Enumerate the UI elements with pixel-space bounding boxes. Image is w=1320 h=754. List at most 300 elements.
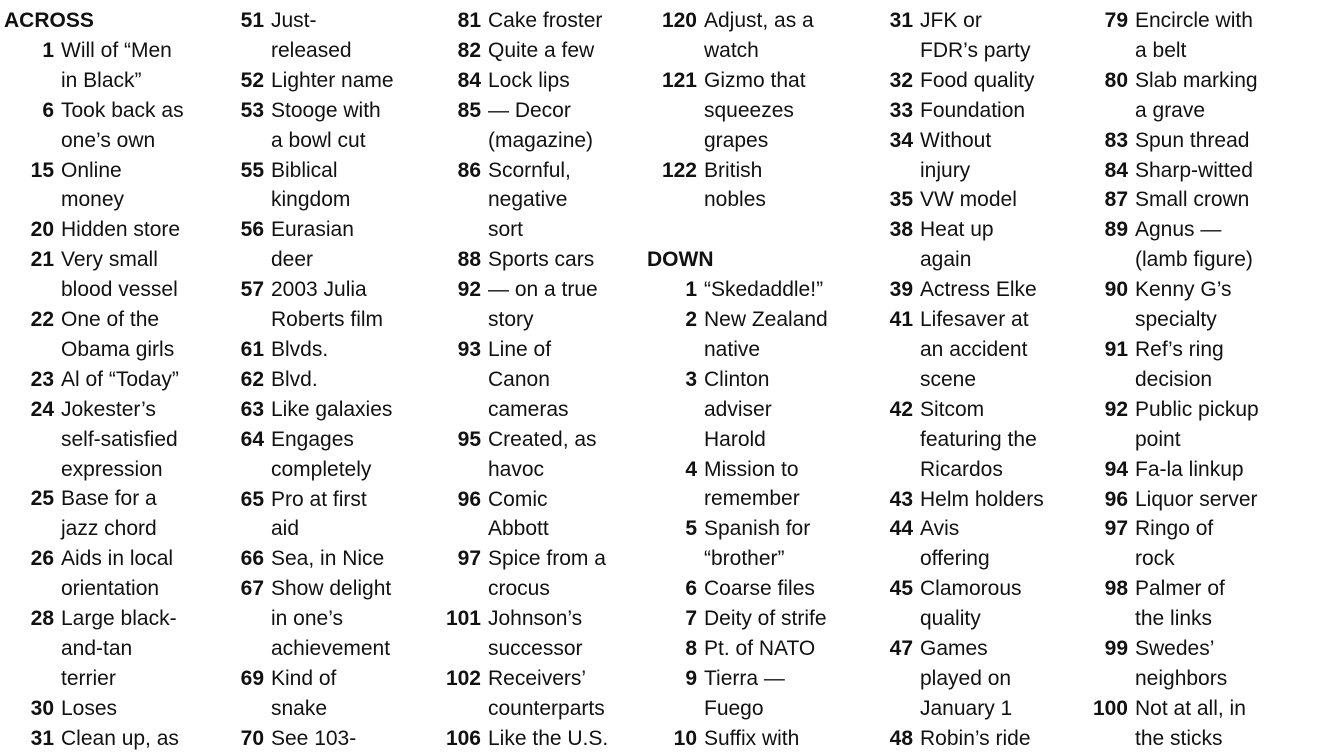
clue-text-line: Sea, in Nice bbox=[271, 547, 385, 571]
clue-text-line: released bbox=[271, 38, 352, 62]
clue-text-line: Ricardos bbox=[920, 457, 1003, 481]
clue-text-line: remember bbox=[704, 487, 800, 511]
clue-text-line: Public pickup bbox=[1135, 397, 1259, 421]
clue-text-line: Lighter name bbox=[271, 68, 394, 92]
clue-item bbox=[1078, 66, 1293, 126]
clue-text-line: quality bbox=[920, 607, 981, 631]
clue-item bbox=[1078, 126, 1293, 156]
clue-text-line: native bbox=[704, 337, 761, 361]
clue-text-line: Jokester’s bbox=[61, 397, 156, 421]
clue-text-line: Large black- bbox=[61, 607, 177, 631]
clue-item bbox=[647, 6, 862, 66]
clue-text-line: Base for a bbox=[61, 487, 157, 511]
clue-number: 82 bbox=[457, 38, 481, 62]
clue-text-line: Stooge with bbox=[271, 98, 381, 122]
clue-number: 45 bbox=[889, 577, 913, 601]
clue-text-line: Sitcom bbox=[920, 397, 985, 421]
clue-item bbox=[863, 634, 1078, 724]
clue-text-line: Like galaxies bbox=[271, 397, 393, 421]
clue-text-line: Obama girls bbox=[61, 337, 175, 361]
clue-number: 28 bbox=[30, 607, 54, 631]
clue-item bbox=[214, 395, 429, 425]
clue-text-line: offering bbox=[920, 547, 990, 571]
clue-text-line: crocus bbox=[488, 577, 550, 601]
clue-text-line: the sticks bbox=[1135, 726, 1223, 750]
clue-number: 21 bbox=[30, 248, 54, 272]
clue-text-line: terrier bbox=[61, 666, 116, 690]
clue-text-line: snake bbox=[271, 696, 328, 720]
clue-number: 48 bbox=[889, 726, 913, 750]
clue-number: 96 bbox=[457, 487, 481, 511]
clue-text-line: Fuego bbox=[704, 696, 764, 720]
clue-text-line: Robin’s ride bbox=[920, 726, 1031, 750]
clue-number: 5 bbox=[685, 517, 697, 541]
clue-text-line: Coarse files bbox=[704, 577, 815, 601]
clue-item bbox=[863, 305, 1078, 395]
clue-text-line: Mission to bbox=[704, 457, 799, 481]
clue-text-line: orientation bbox=[61, 577, 160, 601]
clue-text-line: Created, as bbox=[488, 427, 597, 451]
clue-item bbox=[431, 96, 646, 156]
clue-number: 53 bbox=[240, 98, 264, 122]
clue-text-line: “Skedaddle!” bbox=[704, 278, 824, 302]
clue-text-line: self-satisfied bbox=[61, 427, 178, 451]
clue-text-line: Slab marking bbox=[1135, 68, 1258, 92]
clue-text-line: Johnson’s bbox=[488, 607, 583, 631]
spacer bbox=[647, 215, 862, 245]
clue-item bbox=[431, 544, 646, 604]
clue-text-line: scene bbox=[920, 367, 977, 391]
clue-number: 88 bbox=[457, 248, 481, 272]
clue-item bbox=[647, 305, 862, 365]
clue-text-line: Engages bbox=[271, 427, 354, 451]
clue-item bbox=[214, 215, 429, 275]
clue-text-line: Agnus — bbox=[1135, 218, 1222, 242]
clue-text-line: Sports cars bbox=[488, 248, 595, 272]
clue-item bbox=[431, 604, 646, 664]
clue-text-line: rock bbox=[1135, 547, 1175, 571]
clue-text-line: Adjust, as a bbox=[704, 9, 814, 32]
clue-item bbox=[863, 275, 1078, 305]
clue-item bbox=[4, 694, 219, 724]
clue-text-line: Food quality bbox=[920, 68, 1035, 92]
clue-text-line: Like the U.S. bbox=[488, 726, 609, 750]
clue-number: 6 bbox=[685, 577, 697, 601]
clue-item bbox=[1078, 156, 1293, 186]
clue-item bbox=[647, 574, 862, 604]
clue-number: 4 bbox=[685, 457, 697, 481]
clue-number: 65 bbox=[240, 487, 264, 511]
clue-text-line: Spun thread bbox=[1135, 128, 1250, 152]
across-header: ACROSS bbox=[4, 9, 94, 32]
down-header: DOWN bbox=[647, 248, 714, 272]
clue-text-line: featuring the bbox=[920, 427, 1037, 451]
clue-number: 86 bbox=[457, 158, 481, 182]
clue-number: 51 bbox=[240, 9, 264, 32]
clue-number: 35 bbox=[889, 188, 913, 212]
clue-item bbox=[214, 485, 429, 545]
clue-item bbox=[431, 664, 646, 724]
clue-number: 41 bbox=[889, 308, 913, 332]
clue-text-line: Actress Elke bbox=[920, 278, 1037, 302]
clue-item bbox=[4, 305, 219, 365]
clue-number: 62 bbox=[240, 367, 264, 391]
clue-text-line: Harold bbox=[704, 427, 766, 451]
clue-item bbox=[4, 484, 219, 544]
clue-column-4 bbox=[647, 6, 862, 754]
clue-text-line: blood vessel bbox=[61, 278, 178, 302]
clue-number: 23 bbox=[30, 367, 54, 391]
clue-number: 106 bbox=[445, 726, 481, 750]
clue-text-line: Swedes’ bbox=[1135, 637, 1215, 661]
clue-text-line: a grave bbox=[1135, 98, 1206, 122]
clue-number: 63 bbox=[240, 397, 264, 421]
clue-text-line: played on bbox=[920, 666, 1012, 690]
clue-item bbox=[4, 604, 219, 694]
clue-item bbox=[431, 724, 646, 754]
clue-item bbox=[647, 365, 862, 455]
clue-text-line: Line of bbox=[488, 337, 552, 361]
clue-number: 70 bbox=[240, 726, 264, 750]
clue-number: 31 bbox=[30, 726, 54, 750]
clue-text-line: Spanish for bbox=[704, 517, 811, 541]
clue-text-line: JFK or bbox=[920, 9, 982, 32]
clue-text-line: Clean up, as bbox=[61, 726, 179, 750]
clue-item bbox=[4, 544, 219, 604]
clue-item bbox=[214, 724, 429, 754]
clue-number: 9 bbox=[685, 666, 697, 690]
clue-number: 64 bbox=[240, 427, 264, 451]
clue-text-line: adviser bbox=[704, 397, 772, 421]
clue-item bbox=[863, 96, 1078, 126]
clue-number: 97 bbox=[1104, 517, 1128, 541]
clue-item bbox=[4, 96, 219, 156]
clue-item bbox=[214, 6, 429, 66]
clue-text-line: Deity of strife bbox=[704, 607, 827, 631]
clue-number: 89 bbox=[1104, 218, 1128, 242]
clue-text-line: Pro at first bbox=[271, 487, 367, 511]
clue-text-line: Clinton bbox=[704, 367, 770, 391]
clue-text-line: Eurasian bbox=[271, 218, 354, 242]
clue-text-line: Blvds. bbox=[271, 337, 329, 361]
clue-text-line: injury bbox=[920, 158, 971, 182]
clue-text-line: Gizmo that bbox=[704, 68, 806, 92]
clue-number: 66 bbox=[240, 547, 264, 571]
clue-item bbox=[863, 66, 1078, 96]
clue-text-line: and-tan bbox=[61, 637, 133, 661]
clue-number: 32 bbox=[889, 68, 913, 92]
clue-text-line: (magazine) bbox=[488, 128, 594, 152]
clue-number: 96 bbox=[1104, 487, 1128, 511]
clue-item bbox=[4, 156, 219, 216]
clue-item bbox=[647, 724, 862, 754]
clue-item bbox=[4, 395, 219, 485]
clue-text-line: sort bbox=[488, 218, 524, 242]
clue-text-line: Clamorous bbox=[920, 577, 1022, 601]
clue-text-line: See 103- bbox=[271, 726, 357, 750]
clue-item bbox=[214, 365, 429, 395]
clue-text-line: again bbox=[920, 248, 972, 272]
clue-text-line: “brother” bbox=[704, 547, 785, 571]
clue-text-line: January 1 bbox=[920, 696, 1013, 720]
clue-text-line: Fa-la linkup bbox=[1135, 457, 1244, 481]
clue-item bbox=[4, 724, 219, 754]
clue-text-line: Quite a few bbox=[488, 38, 595, 62]
clue-item bbox=[863, 724, 1078, 754]
clue-item bbox=[431, 425, 646, 485]
clue-text-line: squeezes bbox=[704, 98, 794, 122]
clue-number: 15 bbox=[30, 158, 54, 182]
clue-text-line: an accident bbox=[920, 337, 1028, 361]
clue-text-line: Sharp-witted bbox=[1135, 158, 1253, 182]
clue-text-line: Show delight bbox=[271, 577, 392, 601]
clue-number: 47 bbox=[889, 637, 913, 661]
clue-number: 25 bbox=[30, 487, 54, 511]
clue-text-line: a bowl cut bbox=[271, 128, 366, 152]
clue-number: 84 bbox=[457, 68, 481, 92]
clue-text-line: Receivers’ bbox=[488, 666, 587, 690]
clue-text-line: Ringo of bbox=[1135, 517, 1214, 541]
clue-text-line: Hidden store bbox=[61, 218, 181, 242]
clue-number: 7 bbox=[685, 607, 697, 631]
clue-item bbox=[647, 156, 862, 216]
clue-item bbox=[431, 156, 646, 246]
clue-text-line: Blvd. bbox=[271, 367, 318, 391]
clue-text-line: 2003 Julia bbox=[271, 278, 367, 302]
clue-text-line: FDR’s party bbox=[920, 38, 1031, 62]
clue-number: 94 bbox=[1104, 457, 1128, 481]
clue-text-line: completely bbox=[271, 457, 372, 481]
clue-number: 84 bbox=[1104, 158, 1128, 182]
clue-item bbox=[431, 335, 646, 425]
clue-text-line: Roberts film bbox=[271, 308, 384, 332]
clue-text-line: Encircle with bbox=[1135, 9, 1253, 32]
clue-text-line: Helm holders bbox=[920, 487, 1044, 511]
clue-number: 122 bbox=[661, 158, 697, 182]
clue-item bbox=[863, 395, 1078, 485]
clue-number: 2 bbox=[685, 308, 697, 332]
clue-number: 121 bbox=[661, 68, 697, 92]
clue-number: 95 bbox=[457, 427, 481, 451]
clue-item bbox=[647, 66, 862, 156]
clue-column-2 bbox=[214, 6, 429, 754]
clue-item bbox=[863, 514, 1078, 574]
clue-number: 8 bbox=[685, 637, 697, 660]
clue-text-line: Took back as bbox=[61, 98, 184, 122]
clue-column-5 bbox=[863, 6, 1078, 754]
clue-number: 31 bbox=[889, 9, 913, 32]
clue-item bbox=[1078, 634, 1293, 694]
clue-item bbox=[1078, 215, 1293, 275]
clue-text-line: Tierra — bbox=[704, 666, 785, 690]
clue-number: 20 bbox=[30, 218, 54, 242]
clue-text-line: successor bbox=[488, 637, 583, 661]
clue-number: 42 bbox=[889, 397, 913, 421]
clue-text-line: money bbox=[61, 188, 125, 212]
clue-text-line: havoc bbox=[488, 457, 545, 481]
clue-item bbox=[431, 245, 646, 275]
clue-number: 99 bbox=[1104, 637, 1128, 661]
clue-text-line: Will of “Men bbox=[61, 38, 172, 62]
clue-number: 30 bbox=[30, 696, 54, 720]
clue-number: 91 bbox=[1104, 337, 1128, 361]
clue-text-line: Heat up bbox=[920, 218, 994, 242]
clue-number: 87 bbox=[1104, 188, 1128, 212]
clue-number: 101 bbox=[445, 607, 481, 631]
clue-number: 39 bbox=[889, 278, 913, 302]
clue-text-line: expression bbox=[61, 457, 163, 481]
clue-item bbox=[1078, 335, 1293, 395]
clue-text-line: nobles bbox=[704, 188, 766, 212]
clue-text-line: British bbox=[704, 158, 763, 182]
clue-text-line: Games bbox=[920, 637, 988, 661]
clue-text-line: watch bbox=[704, 38, 759, 62]
clue-text-line: the links bbox=[1135, 607, 1213, 631]
clue-text-line: aid bbox=[271, 517, 300, 541]
clue-text-line: Not at all, in bbox=[1135, 696, 1246, 720]
clue-item bbox=[863, 185, 1078, 215]
clue-text-line: Just- bbox=[271, 9, 317, 32]
clue-text-line: jazz chord bbox=[61, 517, 157, 541]
clue-item bbox=[214, 335, 429, 365]
clue-text-line: deer bbox=[271, 248, 314, 272]
clue-number: 120 bbox=[661, 9, 697, 32]
clue-item bbox=[214, 664, 429, 724]
clue-number: 6 bbox=[42, 98, 54, 122]
clue-item bbox=[1078, 275, 1293, 335]
clue-column-1 bbox=[4, 6, 219, 754]
clue-number: 97 bbox=[457, 547, 481, 571]
clue-number: 1 bbox=[42, 38, 54, 62]
clue-text-line: Lock lips bbox=[488, 68, 570, 92]
clue-item bbox=[1078, 574, 1293, 634]
clue-number: 92 bbox=[457, 278, 481, 302]
clue-number: 33 bbox=[889, 98, 913, 122]
clue-item bbox=[647, 455, 862, 515]
clue-text-line: negative bbox=[488, 188, 568, 212]
clue-item bbox=[863, 215, 1078, 275]
clue-item bbox=[863, 6, 1078, 66]
clue-item bbox=[214, 425, 429, 485]
clue-item bbox=[647, 604, 862, 634]
clue-item bbox=[1078, 514, 1293, 574]
clue-text-line: Suffix with bbox=[704, 726, 800, 750]
clue-text-line: Lifesaver at bbox=[920, 308, 1029, 332]
clue-text-line: Comic bbox=[488, 487, 548, 511]
clue-column-3 bbox=[431, 6, 646, 754]
clue-number: 85 bbox=[457, 98, 481, 122]
clue-item bbox=[863, 574, 1078, 634]
clue-item bbox=[1078, 395, 1293, 455]
clue-item bbox=[647, 634, 862, 664]
clue-item bbox=[431, 36, 646, 66]
clue-number: 93 bbox=[457, 337, 481, 361]
clue-text-line: VW model bbox=[920, 188, 1017, 212]
clue-number: 57 bbox=[240, 278, 264, 302]
clue-text-line: in Black” bbox=[61, 68, 142, 92]
clue-item bbox=[647, 275, 862, 305]
clue-text-line: counterparts bbox=[488, 696, 605, 720]
clue-number: 98 bbox=[1104, 577, 1128, 601]
clue-text-line: Online bbox=[61, 158, 122, 182]
clue-text-line: specialty bbox=[1135, 308, 1217, 332]
clue-number: 90 bbox=[1104, 278, 1128, 302]
clue-item bbox=[4, 36, 219, 96]
clue-number: 81 bbox=[457, 9, 481, 32]
clue-text-line: kingdom bbox=[271, 188, 351, 212]
clue-number: 69 bbox=[240, 666, 264, 690]
clue-text-line: a belt bbox=[1135, 38, 1187, 62]
clue-item bbox=[1078, 6, 1293, 66]
clue-item bbox=[1078, 455, 1293, 485]
clue-number: 24 bbox=[30, 397, 54, 421]
clue-item bbox=[214, 574, 429, 664]
clue-item bbox=[647, 664, 862, 724]
clue-item bbox=[4, 215, 219, 245]
clue-item bbox=[647, 514, 862, 574]
clue-text-line: Aids in local bbox=[61, 547, 174, 571]
clue-number: 34 bbox=[889, 128, 913, 152]
clue-text-line: Very small bbox=[61, 248, 158, 272]
clue-text-line: (lamb figure) bbox=[1135, 248, 1253, 272]
clue-item bbox=[214, 96, 429, 156]
clue-item bbox=[863, 485, 1078, 515]
clue-item bbox=[214, 156, 429, 216]
clue-number: 61 bbox=[240, 337, 264, 361]
clue-text-line: Palmer of bbox=[1135, 577, 1225, 601]
clue-text-line: — on a true bbox=[488, 278, 598, 302]
clue-number: 3 bbox=[685, 367, 697, 391]
clue-text-line: Al of “Today” bbox=[61, 367, 179, 391]
clue-item bbox=[1078, 485, 1293, 515]
clue-text-line: Avis bbox=[920, 517, 960, 541]
clue-item bbox=[431, 485, 646, 545]
clue-text-line: Scornful, bbox=[488, 158, 571, 182]
clue-text-line: Cake froster bbox=[488, 9, 603, 32]
clue-number: 102 bbox=[445, 666, 481, 690]
clue-number: 22 bbox=[30, 308, 54, 332]
clue-number: 44 bbox=[889, 517, 913, 541]
clue-text-line: in one’s bbox=[271, 607, 344, 631]
clue-column-6 bbox=[1078, 6, 1293, 754]
clue-text-line: Canon bbox=[488, 367, 550, 391]
clue-text-line: Without bbox=[920, 128, 992, 152]
clue-item bbox=[214, 66, 429, 96]
clue-number: 52 bbox=[240, 68, 264, 92]
clue-number: 10 bbox=[673, 726, 697, 750]
clue-text-line: Small crown bbox=[1135, 188, 1250, 212]
clue-item bbox=[1078, 185, 1293, 215]
clue-number: 55 bbox=[240, 158, 264, 182]
clue-text-line: Kenny G’s bbox=[1135, 278, 1232, 302]
clue-number: 100 bbox=[1092, 696, 1128, 720]
clue-number: 1 bbox=[685, 278, 697, 302]
clue-text-line: one’s own bbox=[61, 128, 156, 152]
clue-text-line: New Zealand bbox=[704, 308, 828, 332]
clue-number: 43 bbox=[889, 487, 913, 511]
clue-text-line: Ref’s ring bbox=[1135, 337, 1224, 361]
clue-text-line: achievement bbox=[271, 637, 391, 661]
clue-text-line: Spice from a bbox=[488, 547, 606, 571]
clue-item bbox=[214, 544, 429, 574]
clue-text-line: Liquor server bbox=[1135, 487, 1258, 511]
clue-item bbox=[431, 66, 646, 96]
clue-number: 79 bbox=[1104, 9, 1128, 32]
clue-text-line: Foundation bbox=[920, 98, 1026, 122]
clue-text-line: — Decor bbox=[488, 98, 571, 122]
clue-number: 80 bbox=[1104, 68, 1128, 92]
clue-text-line: decision bbox=[1135, 367, 1213, 391]
